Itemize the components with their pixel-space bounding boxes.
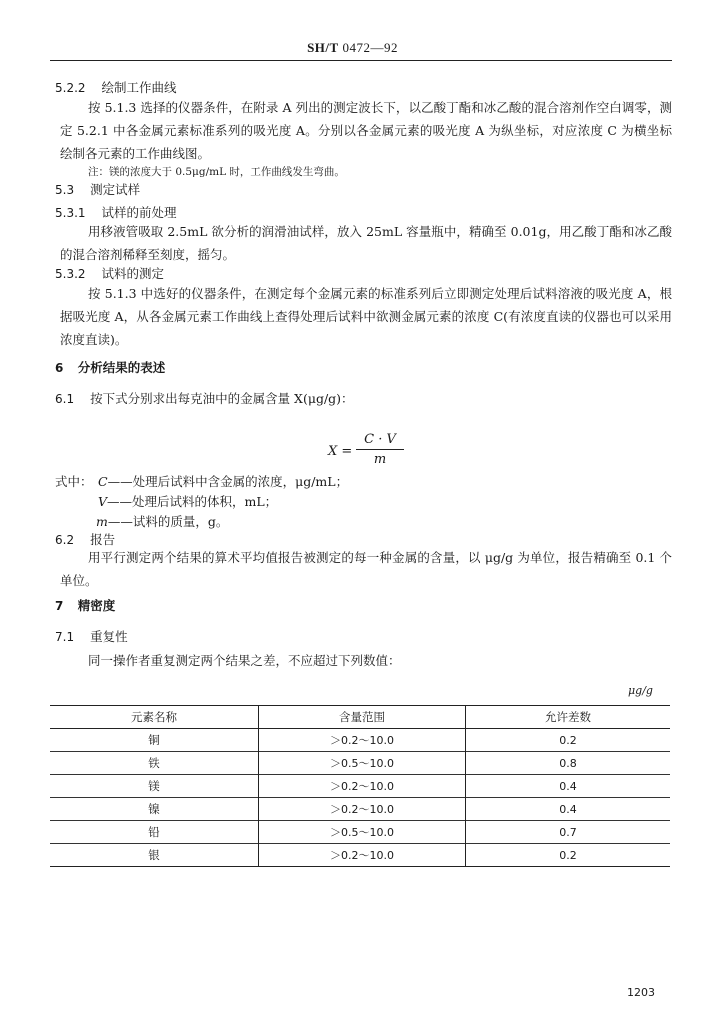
cell-difference: 0.2 — [559, 848, 577, 862]
cell-range: ＞0.2～10.0 — [259, 729, 466, 752]
formula-numerator: C · V — [364, 432, 396, 447]
section-title: 绘制工作曲线 — [101, 80, 177, 95]
cell-range: ＞0.5～10.0 — [259, 752, 466, 775]
table-row — [50, 729, 670, 752]
section-text: 按下式分别求出每克油中的金属含量 X(μg/g)： — [90, 391, 354, 406]
paragraph-7-1: 同一操作者重复测定两个结果之差，不应超过下列数值： — [88, 653, 401, 668]
header-allowable-difference: 允许差数 — [545, 710, 591, 724]
table-unit: μg/g — [628, 684, 653, 697]
standard-code: SH/T — [307, 40, 339, 55]
cell-difference: 0.7 — [559, 825, 577, 839]
section-title: 测定试样 — [90, 182, 141, 197]
where-item-v — [98, 492, 277, 510]
standard-number: 0472—92 — [342, 40, 398, 55]
section-number: 7 — [55, 599, 64, 613]
cell-element: 铜 — [50, 729, 259, 752]
section-5-3-2-heading — [55, 268, 164, 281]
section-5-3-heading — [55, 184, 140, 197]
note-5-2-2: 注：镁的浓度大于 0.5μg/mL 时，工作曲线发生弯曲。 — [88, 166, 345, 178]
where-symbol: C — [98, 474, 108, 489]
table-header-row — [50, 706, 670, 729]
where-desc: ——试料的质量，g。 — [107, 514, 229, 529]
paragraph-6-2: 用平行测定两个结果的算术平均值报告被测定的每一种金属的含量，以 μg/g 为单位，报告精确至 0.1 个单位。 — [60, 550, 672, 588]
cell-range: ＞0.2～10.0 — [259, 844, 466, 867]
cell-range: ＞0.2～10.0 — [259, 775, 466, 798]
formula-denominator: m — [373, 452, 387, 467]
section-7-1-heading — [55, 631, 128, 644]
paragraph-5-2-2: 按 5.1.3 选择的仪器条件，在附录 A 列出的测定波长下，以乙酸丁酯和冰乙酸的混合溶剂作空白调零，测定 5.2.1 中各金属元素标准系列的吸光度 A。分别以各金属元素的吸光度 A 为纵坐标，对应浓度 C 为横坐标绘制各元素的工作曲线图。 — [60, 100, 672, 161]
repeatability-table — [50, 705, 670, 867]
section-title: 报告 — [90, 532, 116, 547]
where-symbol: m — [96, 514, 108, 529]
where-symbol: V — [98, 494, 108, 509]
cell-difference: 0.2 — [559, 733, 577, 747]
formula-lhs: X = — [328, 444, 353, 459]
where-label: 式中： — [55, 474, 93, 489]
section-6-heading — [55, 362, 165, 375]
cell-element: 镁 — [50, 775, 259, 798]
section-number: 7.1 — [55, 630, 75, 644]
page-number: 1203 — [627, 986, 655, 999]
where-item-c — [98, 472, 348, 490]
section-6-1-line — [55, 393, 354, 406]
cell-element: 铁 — [50, 752, 259, 775]
section-title: 试样的前处理 — [101, 205, 177, 220]
where-desc: ——处理后试料中含金属的浓度，μg/mL； — [107, 474, 349, 489]
section-7-heading — [55, 600, 115, 613]
header-content-range: 含量范围 — [259, 706, 466, 729]
cell-difference: 0.4 — [559, 802, 577, 816]
where-item-m — [96, 512, 228, 530]
cell-difference: 0.8 — [559, 756, 577, 770]
section-number: 5.3.2 — [55, 267, 86, 281]
header-rule — [50, 60, 672, 61]
paragraph-5-3-2: 按 5.1.3 中选好的仪器条件，在测定每个金属元素的标准系列后立即测定处理后试料溶液的吸光度 A，根据吸光度 A，从各金属元素工作曲线上查得处理后试料中欲测金属元素的浓度 C(有浓度直读的仪器也可以采用浓度直读)。 — [60, 286, 672, 347]
paragraph-5-3-1: 用移液管吸取 2.5mL 欲分析的润滑油试样，放入 25mL 容量瓶中，精确至 0.01g，用乙酸丁酯和冰乙酸的混合溶剂稀释至刻度，摇匀。 — [60, 224, 672, 262]
table-row — [50, 821, 670, 844]
table-row — [50, 775, 670, 798]
table-row — [50, 844, 670, 867]
section-number: 5.2.2 — [55, 81, 86, 95]
cell-difference: 0.4 — [559, 779, 577, 793]
table-row — [50, 798, 670, 821]
cell-element: 银 — [50, 844, 259, 867]
fraction-bar — [356, 449, 404, 450]
section-number: 5.3.1 — [55, 206, 86, 220]
section-title: 分析结果的表述 — [77, 360, 166, 375]
table-row — [50, 752, 670, 775]
section-title: 重复性 — [90, 629, 128, 644]
section-6-2-heading — [55, 534, 115, 547]
section-5-2-2-heading — [55, 82, 177, 95]
where-desc: ——处理后试料的体积，mL； — [107, 494, 278, 509]
header-element-name: 元素名称 — [50, 706, 259, 729]
section-5-3-1-heading — [55, 207, 177, 220]
section-number: 6 — [55, 361, 64, 375]
section-number: 5.3 — [55, 183, 75, 197]
section-title: 精密度 — [77, 598, 116, 613]
cell-element: 铅 — [50, 821, 259, 844]
formula-fraction — [356, 432, 404, 467]
section-title: 试料的测定 — [101, 266, 165, 281]
cell-range: ＞0.2～10.0 — [259, 798, 466, 821]
cell-range: ＞0.5～10.0 — [259, 821, 466, 844]
page-header — [0, 40, 705, 56]
section-number: 6.2 — [55, 533, 75, 547]
section-number: 6.1 — [55, 392, 75, 406]
cell-element: 镍 — [50, 798, 259, 821]
